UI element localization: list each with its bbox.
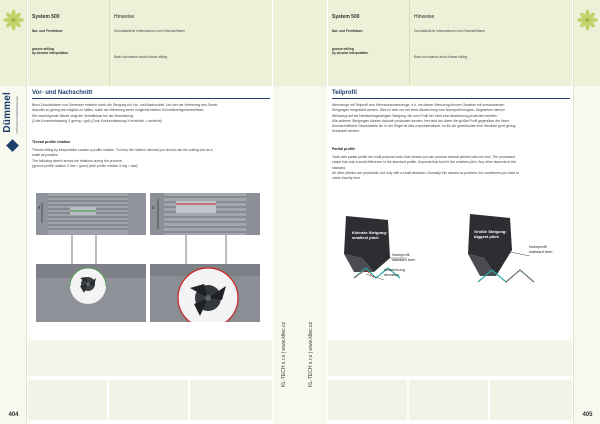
intro-line: Werkzeug auf die Nennkernsgesteigten Steigung, die vom Profil her nicht eine Abweichung produziert werden. [332,113,498,118]
fig-left-label-de: Kleinste Steigung: [352,230,388,235]
english-line: Tools with partial profile are multi-purpose tools, that means you can process several pitches with one tool. The processed [332,155,515,159]
bottom-band [328,340,572,376]
header-general-en: Basic information about thread milling [414,55,468,59]
fig-right-norm [529,245,552,254]
header-divider [109,0,110,86]
cutter-photo-big [150,264,260,322]
subhead: Thread profile rotation [32,140,71,144]
fig-left-dev-de: Abweichung [384,268,405,272]
footer-box-2 [409,380,490,420]
intro-line: Steigungen hergestellt werden. Dies ist aber nur mit einer Abweichung vom Normprofil möglich. Abgesehen hiervon [332,108,506,113]
intro-text [332,103,572,135]
header-system: System 500 [332,14,360,20]
header-subtitle: Nut- und Fernfräsen [32,29,63,33]
fig-right-norm-en: standard form [529,249,553,254]
thread-photo-bad [150,193,260,235]
gutter-text: KL-TECH s.r.o | www.kltec.cz [281,322,287,387]
brand-name: Dümmel [2,92,13,133]
fig-left-dev-en: deviation [384,272,400,277]
header-subtitle: Nut- und Fernfräsen [332,29,363,33]
cutter-photo-small [36,264,146,322]
right-page [300,0,600,424]
page-number: 405 [582,412,593,418]
thread-photo-good [36,193,146,235]
header-hinweise: Hinweise [114,14,135,20]
english-line: check exactly here. [332,176,362,181]
right-rail-top [574,0,600,86]
fig-left-norm-en: standard form [392,257,416,262]
header-subtitle-en-2: by circular interpolation [332,51,369,56]
section-title: Vor- und Nachschnitt [32,90,93,96]
gutter-text: KL-TECH s.r.o | www.kltec.cz [308,322,314,387]
english-text [32,148,272,169]
footer-box-1 [28,380,109,420]
intro-line: behandelt werden. [332,129,360,134]
english-line: All other pitches are producible, but only with a small deviation. Normally this causes no problem, but sometimes you have to [332,170,519,175]
english-text [332,155,572,181]
header-general-de: Grundsätzliche Informationen zum Gewindefräsen [114,29,185,33]
header-subtitle-en-2: by circular interpolation [32,51,69,56]
fig-right-label-de: Größte Steigung: [474,229,507,234]
footer-box-1 [328,380,409,420]
flower-logo-icon [574,0,600,40]
header-subtitle-en-1: groove milling [332,47,354,51]
english-line: standard. [332,165,347,170]
fig-left-norm-de: Normprofil [392,253,410,257]
left-header [28,0,272,86]
english-line: (groove profile rotation X low = good) (with profile rotation X big = bad) [32,163,138,168]
gutter-top [300,0,327,86]
footer-box-3 [490,380,572,420]
header-divider [409,0,410,86]
intro-line: durchschnittliche Gewindeteile ab. In der Regel ist dies unproblematisch, es für der gewünschte eine Gewinde groß genug [332,124,516,129]
intro-line: Werkzeuge mit Teilprofil sind Mehrzweckwerkzeuge, d.h. mit diesen Werkzeug können Gewinde mit verschiedenen [332,103,505,107]
header-general-en: Basic information about thread milling [114,55,168,59]
header-subtitle-en-1: groove milling [32,47,54,51]
flower-logo-icon [0,0,27,40]
fig-right-label [474,229,507,239]
section-title: Teilprofil [332,90,357,96]
intro-line: Alle anderen Steigungen können dadurch produziert werden, hier sind die obere die größte Profil gegenüber der Norm [332,118,510,123]
intro-line: Die nachfolgende Skizze zeigt die Verhältnisse bei der Bearbeitung: [32,113,134,118]
fig-left-label-en: smallest pitch [352,235,379,240]
fig-left-label [352,230,387,240]
english-line: The following sketch shows the relations during the process: [32,158,123,163]
section-rule [32,98,270,99]
footer-box-3 [190,380,272,420]
diamond-icon [6,139,19,152]
x-label-2: x [152,205,155,211]
intro-text [32,103,272,124]
left-rail [0,0,27,424]
bottom-band [28,340,272,376]
english-line: shape has only a small difference to the standard profile. Depends that tool for the smallest pitch. Any other depends to the [332,160,517,165]
section-rule [332,98,570,99]
right-header [328,0,572,86]
page-number: 404 [8,412,19,418]
connector-lines [36,235,266,265]
header-subtitle-en [332,47,368,55]
header-system: System 500 [32,14,60,20]
fig-right-norm-de: Normprofil [529,245,547,249]
fig-left-deviation [384,268,405,277]
intro-line: (Gute Konturenfassung X gering = gut) (Gute Konturenfassung X erheblich = schlecht) [32,118,162,123]
fig-right-label-en: biggest pitch [474,234,499,239]
fig-left-norm [392,253,415,262]
header-general-de: Grundsätzliche Informationen zum Gewindefräsen [414,29,485,33]
intro-line: deprofils zu gering wie möglich zu halten, sollte der Werkzeug einen möglichst kleinen Schneidkreisgewindefräsen. [32,108,205,113]
intro-line: Beim Zirkularfräsen von Gewinden entsteht durch die Steigung ein Vor- und Nachschnitt. Um hier die Verletzung des Gewin- [32,103,219,107]
english-line: Thread milling by interpolation causes a profile rotation. To keep the rotation minimal you should use the cutting tool as a [32,148,213,152]
right-gutter [300,0,327,424]
header-hinweise: Hinweise [414,14,435,20]
gutter-top [273,0,300,86]
partial-profile-big [466,212,570,286]
header-subtitle-en [32,47,68,55]
brand-sub: PRÄZISIONSWERKZEUGE [15,96,19,134]
subhead: Partial profile [332,147,355,151]
english-line: small as possible. [32,153,59,158]
right-rail [573,0,600,424]
footer-box-2 [109,380,190,420]
left-rail-top [0,0,26,86]
x-label: x [38,205,41,211]
left-gutter [273,0,300,424]
